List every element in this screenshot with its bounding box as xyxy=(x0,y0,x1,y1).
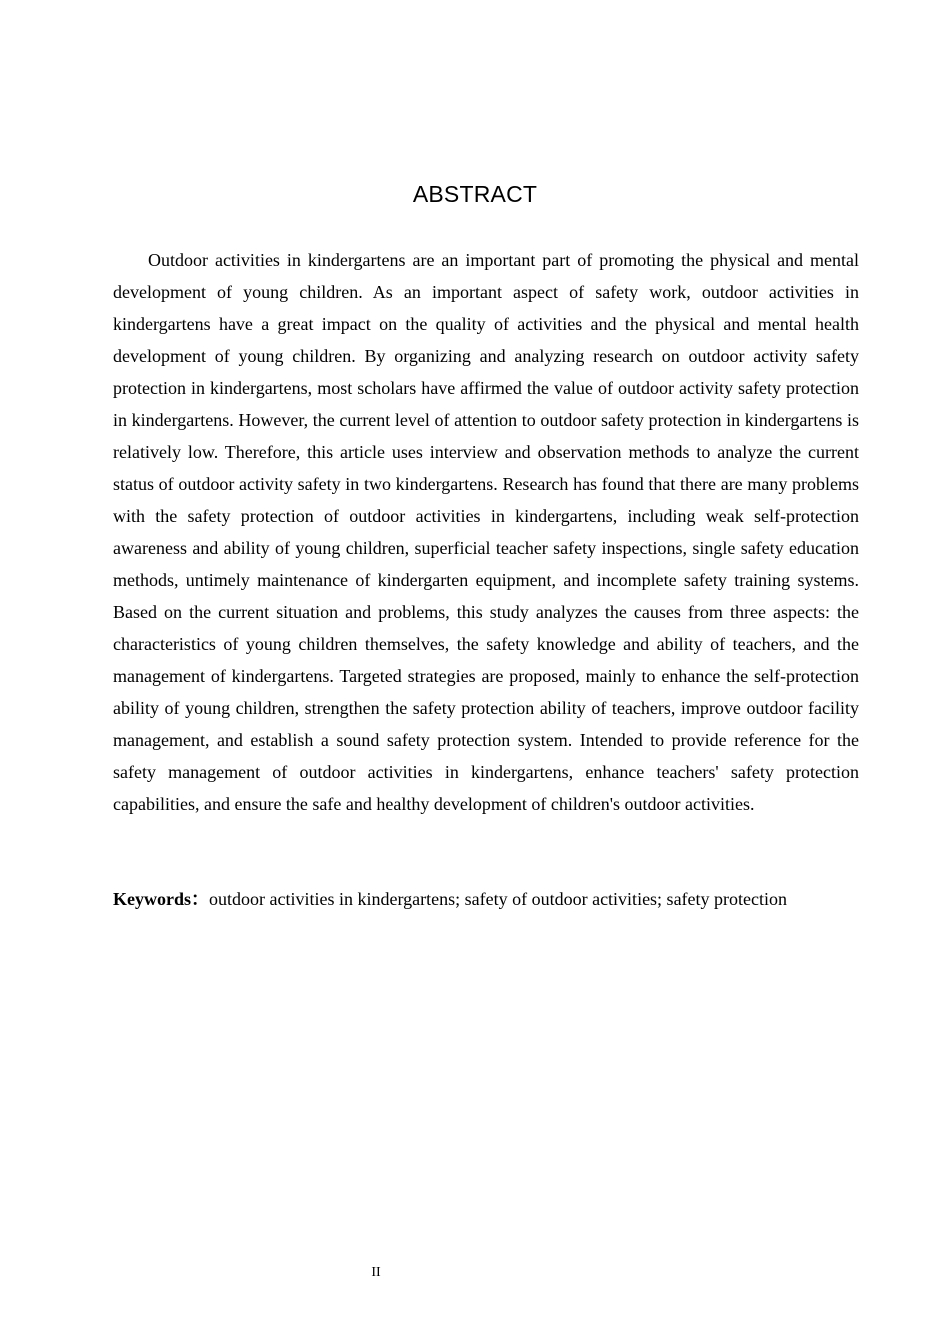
abstract-title: ABSTRACT xyxy=(412,181,538,207)
keywords-text: outdoor activities in kindergartens; safety of outdoor activities; safety protection xyxy=(209,889,788,909)
keywords-line xyxy=(113,883,859,915)
keywords-label: Keywords： xyxy=(113,889,209,909)
abstract-body: Outdoor activities in kindergartens are an important part of promoting the physical and mental development of young children. As an important aspect of safety work, outdoor activities in kindergartens have a great impact on the quality of activities and the physical and mental health development of young children. By organizing and analyzing research on outdoor activity safety protection in kindergartens, most scholars have affirmed the value of outdoor activity safety protection in kindergartens. However, the current level of attention to outdoor safety protection in kindergartens is relatively low. Therefore, this article uses interview and observation methods to analyze the current status of outdoor activity safety in two kindergartens. Research has found that there are many problems with the safety protection of outdoor activities in kindergartens, including weak self-protection awareness and ability of young children, superficial teacher safety inspections, single safety education methods, untimely maintenance of kindergarten equipment, and incomplete safety training systems. Based on the current situation and problems, this study analyzes the causes from three aspects: the characteristics of young children themselves, the safety knowledge and ability of teachers, and the management of kindergartens. Targeted strategies are proposed, mainly to enhance the self-protection ability of young children, strengthen the safety protection ability of teachers, improve outdoor facility management, and establish a sound safety protection system. Intended to provide reference for the safety management of outdoor activities in kindergartens, enhance teachers' safety protection capabilities, and ensure the safe and healthy development of children's outdoor activities. xyxy=(113,250,859,814)
page-number: II xyxy=(371,1265,381,1280)
